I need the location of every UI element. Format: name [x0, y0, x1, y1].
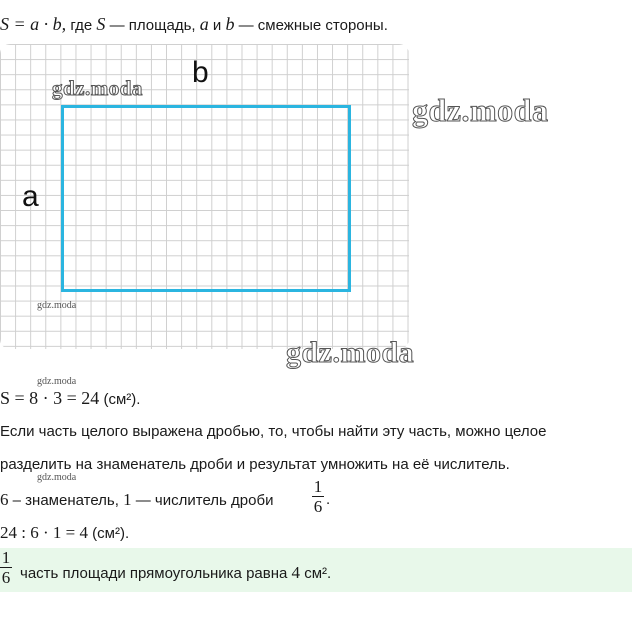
answer-fraction-numerator: 1	[1, 548, 11, 567]
watermark-small: gdz.moda	[37, 300, 77, 311]
numerator-text: — числитель дроби	[135, 492, 274, 509]
side-label-a: a	[22, 180, 39, 213]
calc-math: 24 : 6 · 1 = 4	[0, 523, 88, 542]
formula-var-b: b	[225, 14, 235, 34]
paragraph-line-2: разделить на знаменатель дроби и результат умножить на её числитель.	[0, 456, 510, 473]
fraction-numerator: 1	[313, 477, 323, 496]
formula-text-area: — площадь,	[109, 17, 196, 34]
watermark: gdz.moda	[52, 76, 143, 100]
answer-line	[20, 563, 331, 584]
rectangle-figure	[61, 105, 351, 292]
formula-lhs: S = a · b,	[0, 14, 67, 34]
area-line	[0, 388, 140, 410]
denominator-text: – знаменатель,	[12, 492, 119, 509]
watermark-small: gdz.moda	[37, 376, 77, 387]
area-math: S = 8 · 3 = 24	[0, 388, 100, 408]
calc-line	[0, 523, 129, 544]
watermark-small: gdz.moda	[37, 472, 77, 483]
formula-text-sides: — смежные стороны.	[238, 17, 388, 34]
fraction-one-sixth	[312, 478, 324, 515]
formula-var-a: a	[199, 14, 209, 34]
paragraph-line-1: Если часть целого выражена дробью, то, чтобы найти эту часть, можно целое	[0, 423, 547, 440]
watermark: gdz.moda	[412, 92, 549, 128]
formula-text-where: где	[70, 17, 93, 34]
answer-value: 4	[291, 563, 301, 582]
watermark: gdz.moda	[286, 336, 415, 369]
fraction-line	[0, 490, 273, 511]
denominator-value: 6	[0, 490, 9, 509]
answer-fraction	[0, 549, 12, 586]
formula-line	[0, 14, 388, 36]
formula-var-s: S	[96, 14, 106, 34]
fraction-denominator: 6	[313, 497, 323, 516]
fraction-tail: .	[326, 491, 331, 508]
formula-text-and: и	[212, 17, 222, 34]
answer-fraction-denominator: 6	[1, 568, 11, 587]
calc-unit: (см²).	[92, 525, 130, 542]
answer-unit: см².	[304, 565, 332, 582]
numerator-value: 1	[123, 490, 132, 509]
side-label-b: b	[192, 56, 209, 89]
answer-text: часть площади прямоугольника равна	[20, 565, 288, 582]
area-unit: (см²).	[103, 391, 141, 408]
